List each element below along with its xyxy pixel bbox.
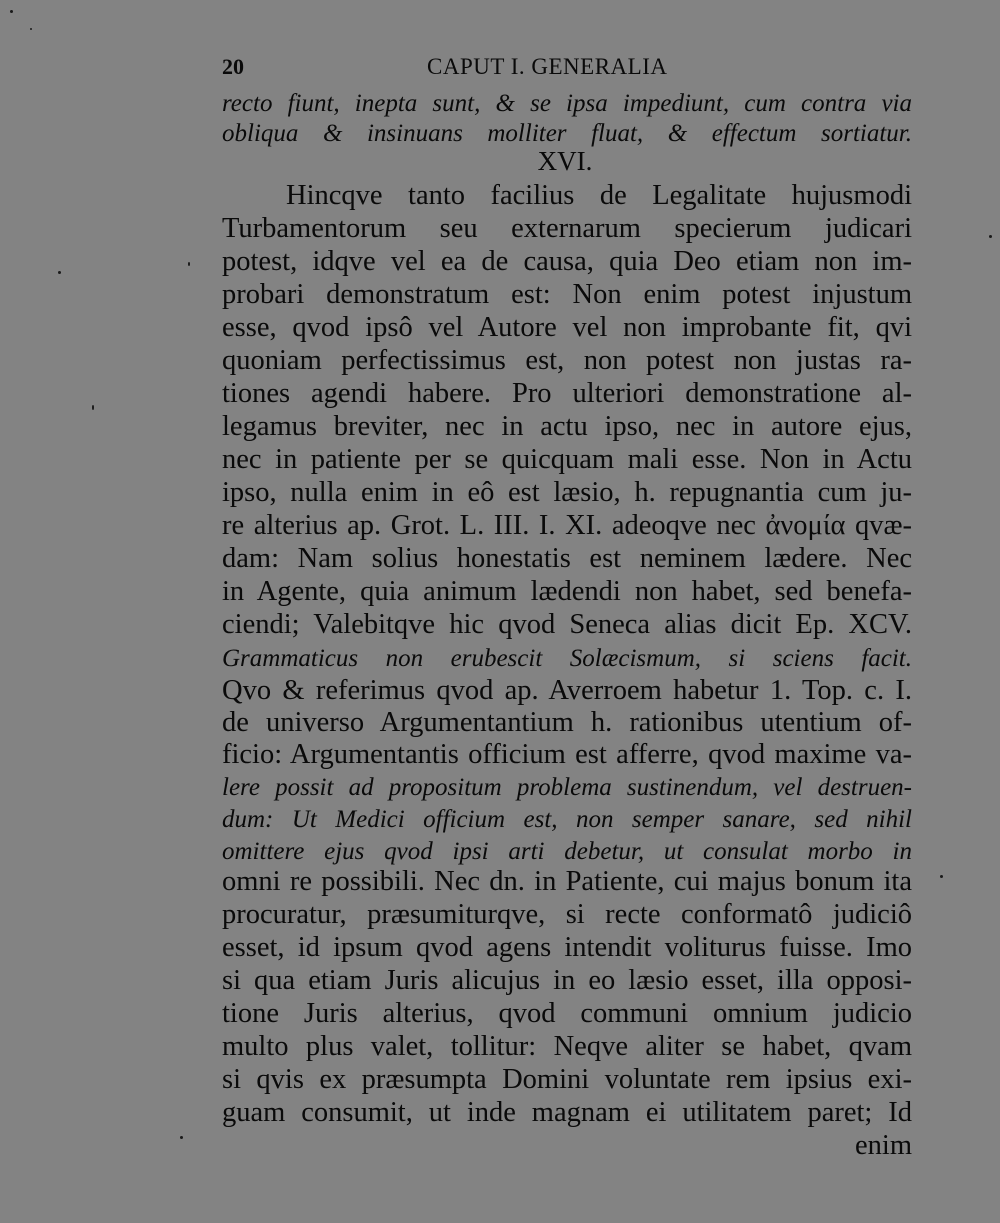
section-heading: XVI.: [537, 146, 593, 176]
text-line: Grammaticus non erubescit Solæcismum, si sciens facit.: [222, 645, 912, 672]
text-line: procuratur, præsumiturqve, si recte conformatô judiciô: [222, 899, 912, 930]
text-line: Qvo & referimus qvod ap. Averroem habetur 1. Top. c. I.: [222, 675, 912, 706]
text-line: si qvis ex præsumpta Domini voluntate rem ipsius exi-: [222, 1064, 912, 1095]
scan-speck: [30, 28, 32, 30]
text-line: potest, idqve vel ea de causa, quia Deo etiam non im-: [222, 246, 912, 277]
text-line: dam: Nam solius honestatis est neminem lædere. Nec: [222, 543, 912, 574]
text-line: re alterius ap. Grot. L. III. I. XI. adeoqve nec ἀνομία qvæ-: [222, 510, 912, 541]
text-line: legamus breviter, nec in actu ipso, nec in autore ejus,: [222, 411, 912, 442]
text-line: guam consumit, ut inde magnam ei utilitatem paret; Id: [222, 1097, 912, 1128]
text-line: ipso, nulla enim in eô est læsio, h. repugnantia cum ju-: [222, 477, 912, 508]
scan-speck: [10, 10, 13, 13]
text-line: dum: Ut Medici officium est, non semper sanare, sed nihil: [222, 806, 912, 833]
text-line: de universo Argumentantium h. rationibus utentium of-: [222, 707, 912, 738]
text-line: in Agente, quia animum lædendi non habet, sed benefa-: [222, 576, 912, 607]
text-line: esse, qvod ipsô vel Autore vel non improbante fit, qvi: [222, 312, 912, 343]
scan-speck: [92, 405, 94, 410]
scan-speck: [58, 271, 61, 274]
scan-speck: [940, 875, 943, 878]
text-line: nec in patiente per se quicquam mali esse. Non in Actu: [222, 444, 912, 475]
text-line: ciendi; Valebitqve hic qvod Seneca alias dicit Ep. XCV.: [222, 609, 912, 640]
scan-speck: [989, 235, 992, 238]
page-header: [222, 54, 922, 84]
catchword: enim: [855, 1130, 912, 1161]
text-line: probari demonstratum est: Non enim potest injustum: [222, 279, 912, 310]
text-line: obliqua & insinuans molliter fluat, & effectum sortiatur.: [222, 120, 912, 147]
page-number: 20: [222, 54, 244, 79]
text-line: ficio: Argumentantis officium est afferre, qvod maxime va-: [222, 739, 912, 770]
text-line: omittere ejus qvod ipsi arti debetur, ut consulat morbo in: [222, 838, 912, 865]
text-line: Turbamentorum seu externarum specierum judicari: [222, 213, 912, 244]
running-head: CAPUT I. GENERALIA: [427, 54, 668, 79]
text-line: quoniam perfectissimus est, non potest non justas ra-: [222, 345, 912, 376]
text-line: esset, id ipsum qvod agens intendit voliturus fuisse. Imo: [222, 932, 912, 963]
text-line: si qua etiam Juris alicujus in eo læsio esset, illa opposi-: [222, 965, 912, 996]
text-line: recto fiunt, inepta sunt, & se ipsa impediunt, cum contra via: [222, 90, 912, 117]
text-line: omni re possibili. Nec dn. in Patiente, cui majus bonum ita: [222, 866, 912, 897]
text-line: lere possit ad propositum problema sustinendum, vel destruen-: [222, 774, 912, 801]
text-line: multo plus valet, tollitur: Neqve aliter se habet, qvam: [222, 1031, 912, 1062]
text-line: tiones agendi habere. Pro ulteriori demonstratione al-: [222, 378, 912, 409]
scan-speck: [180, 1136, 183, 1139]
text-line: tione Juris alterius, qvod communi omnium judicio: [222, 998, 912, 1029]
text-line: Hincqve tanto facilius de Legalitate hujusmodi: [286, 180, 912, 211]
scan-speck: [188, 262, 190, 266]
